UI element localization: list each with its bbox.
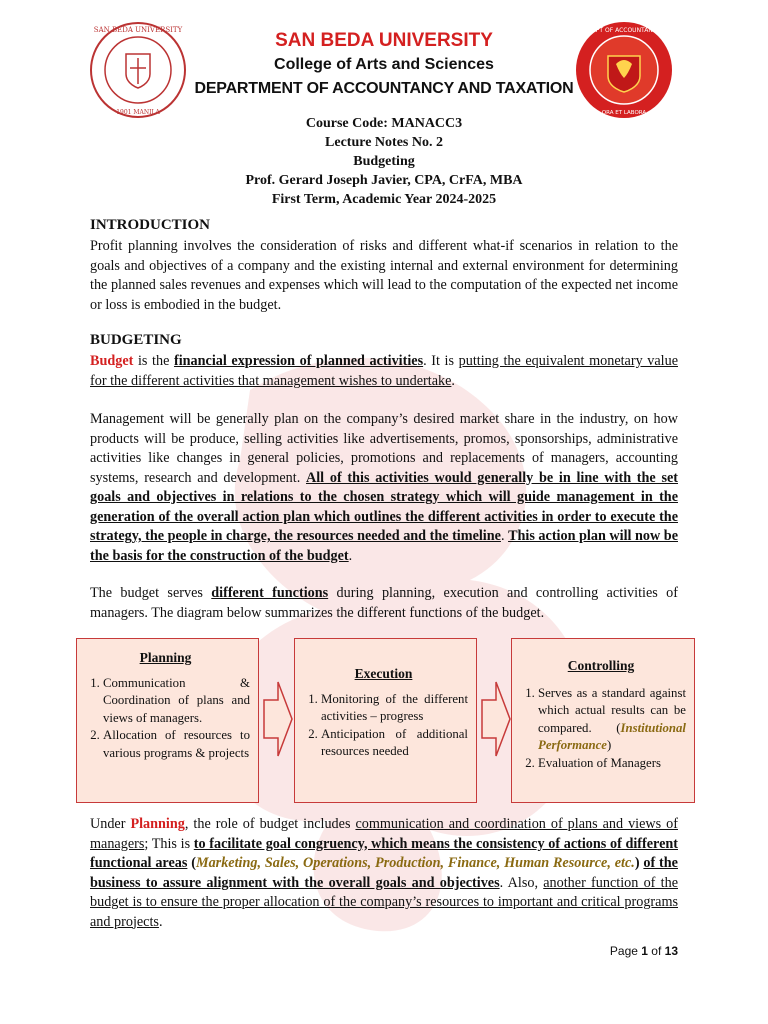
budgeting-heading: BUDGETING: [90, 332, 182, 348]
monetary-value-text: putting the equivalent monetary value for the different activities that management wishes to undertake: [90, 353, 678, 389]
execution-item: 1. Monitoring of the different activities – progress: [321, 691, 468, 726]
text-fragment: Under: [90, 816, 131, 832]
text-fragment: during planning, execution and controlling activities of managers. The diagram below summarizes the different functions of the budget.: [90, 585, 678, 621]
planning-item: 1. Communication & Coordination of plans and views of managers.: [103, 675, 250, 728]
text-fragment: . It is: [423, 353, 459, 369]
planning-item: 2. Allocation of resources to various programs & projects: [103, 727, 250, 762]
lecture-topic: Budgeting: [353, 154, 415, 169]
text-fragment: ; This is: [144, 835, 194, 852]
budget-term: Budget: [90, 353, 134, 369]
functions-paragraph: [90, 584, 678, 623]
text-fragment: .: [158, 913, 163, 930]
arrow-right-icon: [480, 678, 512, 760]
course-code: Course Code: MANACC3: [305, 116, 463, 131]
planning-term: Planning: [130, 816, 185, 832]
planning-list: [81, 675, 250, 763]
current-page: 1: [641, 944, 648, 958]
arrow-right-icon: [262, 678, 294, 760]
allocation-text: another function of the budget is to ensure the proper allocation of the company’s resources to important and critical programs and projects: [90, 874, 678, 930]
different-functions: different functions: [211, 585, 329, 601]
controlling-list: [516, 685, 686, 773]
lecture-number: Lecture Notes No. 2: [325, 135, 443, 150]
controlling-item: 2. Evaluation of Managers: [538, 755, 686, 773]
execution-item: 2. Anticipation of additional resources needed: [321, 726, 468, 761]
text-fragment: ): [606, 738, 612, 752]
text-fragment: ): [634, 855, 644, 871]
college-name: College of Arts and Sciences: [274, 56, 494, 73]
page-number: [610, 944, 678, 958]
execution-list: [299, 691, 468, 761]
execution-title: Execution: [354, 666, 413, 681]
text-fragment: .: [500, 528, 509, 544]
text-fragment: is the: [133, 353, 174, 369]
text-fragment: .: [348, 547, 353, 564]
text-fragment: Serves as a standard against which actual results can be compared. (: [538, 685, 686, 735]
course-info: [0, 114, 768, 209]
planning-paragraph: [90, 815, 678, 932]
alignment-text: of the business to assure alignment with the overall goals and objectives: [90, 855, 678, 891]
financial-expression: financial expression of planned activities: [173, 353, 424, 369]
total-pages: 13: [664, 944, 678, 958]
budget-definition: [90, 352, 678, 391]
text-fragment: , the role of budget includes: [184, 816, 356, 832]
controlling-box: [511, 638, 695, 803]
text-fragment: . Also,: [499, 874, 544, 891]
svg-text:ORA ET LABORA: ORA ET LABORA: [601, 110, 647, 116]
text-fragment: (: [187, 855, 196, 871]
svg-text:1901 MANILA: 1901 MANILA: [116, 109, 160, 116]
text-fragment: Management will be generally plan on the company’s desired market share in the industry, on how products will be produce, selling activities like advertisements, promos, sponsorships, administrative activities like changes in general policies, promotions and replacements of managers, accounting systems, research and development.: [90, 411, 678, 486]
text-fragment: Page: [609, 944, 642, 958]
action-plan-text: All of this activities would generally be in line with the set goals and objectives in relations to the chosen strategy which will guide management in the generation of the overall action plan which outlines the different activities in order to execute the strategy, the people in charge, the resources needed and the timeline: [90, 469, 678, 544]
controlling-title: Controlling: [567, 658, 635, 673]
goal-congruency-text: to facilitate goal congruency, which means the consistency of actions of different functional areas: [90, 835, 678, 871]
management-plan-paragraph: [90, 410, 678, 566]
introduction-text: Profit planning involves the consideration of risks and different what-if scenarios in relation to the goals and objectives of a company and the existing internal and external environment for determining the planned sales revenues and expenses which will lead to the computation of the expected net income or loss is embodied in the budget.: [90, 238, 678, 313]
execution-box: [294, 638, 477, 803]
university-name: SAN BEDA UNIVERSITY: [275, 30, 493, 51]
institutional-performance: Institutional Performance: [538, 720, 686, 752]
department-name: DEPARTMENT OF ACCOUNTANCY AND TAXATION: [194, 80, 574, 97]
academic-term: First Term, Academic Year 2024-2025: [271, 192, 497, 207]
text-fragment: .: [451, 372, 455, 389]
communication-text: communication and coordination of plans and views of managers: [90, 816, 678, 852]
text-fragment: The budget serves: [90, 585, 212, 601]
professor-name: Prof. Gerard Joseph Javier, CPA, CrFA, MBA: [245, 173, 523, 188]
introduction-heading: INTRODUCTION: [90, 217, 211, 233]
controlling-item: [538, 685, 686, 755]
svg-text:DEPT OF ACCOUNTANCY: DEPT OF ACCOUNTANCY: [587, 27, 661, 34]
budget-basis-text: This action plan will now be the basis for the construction of the budget: [90, 528, 678, 564]
functional-areas: Marketing, Sales, Operations, Production, Finance, Human Resource, etc.: [195, 855, 635, 871]
svg-text:SAN BEDA UNIVERSITY: SAN BEDA UNIVERSITY: [93, 26, 183, 34]
planning-title: Planning: [139, 650, 192, 665]
planning-box: [76, 638, 259, 803]
text-fragment: of: [647, 944, 665, 958]
